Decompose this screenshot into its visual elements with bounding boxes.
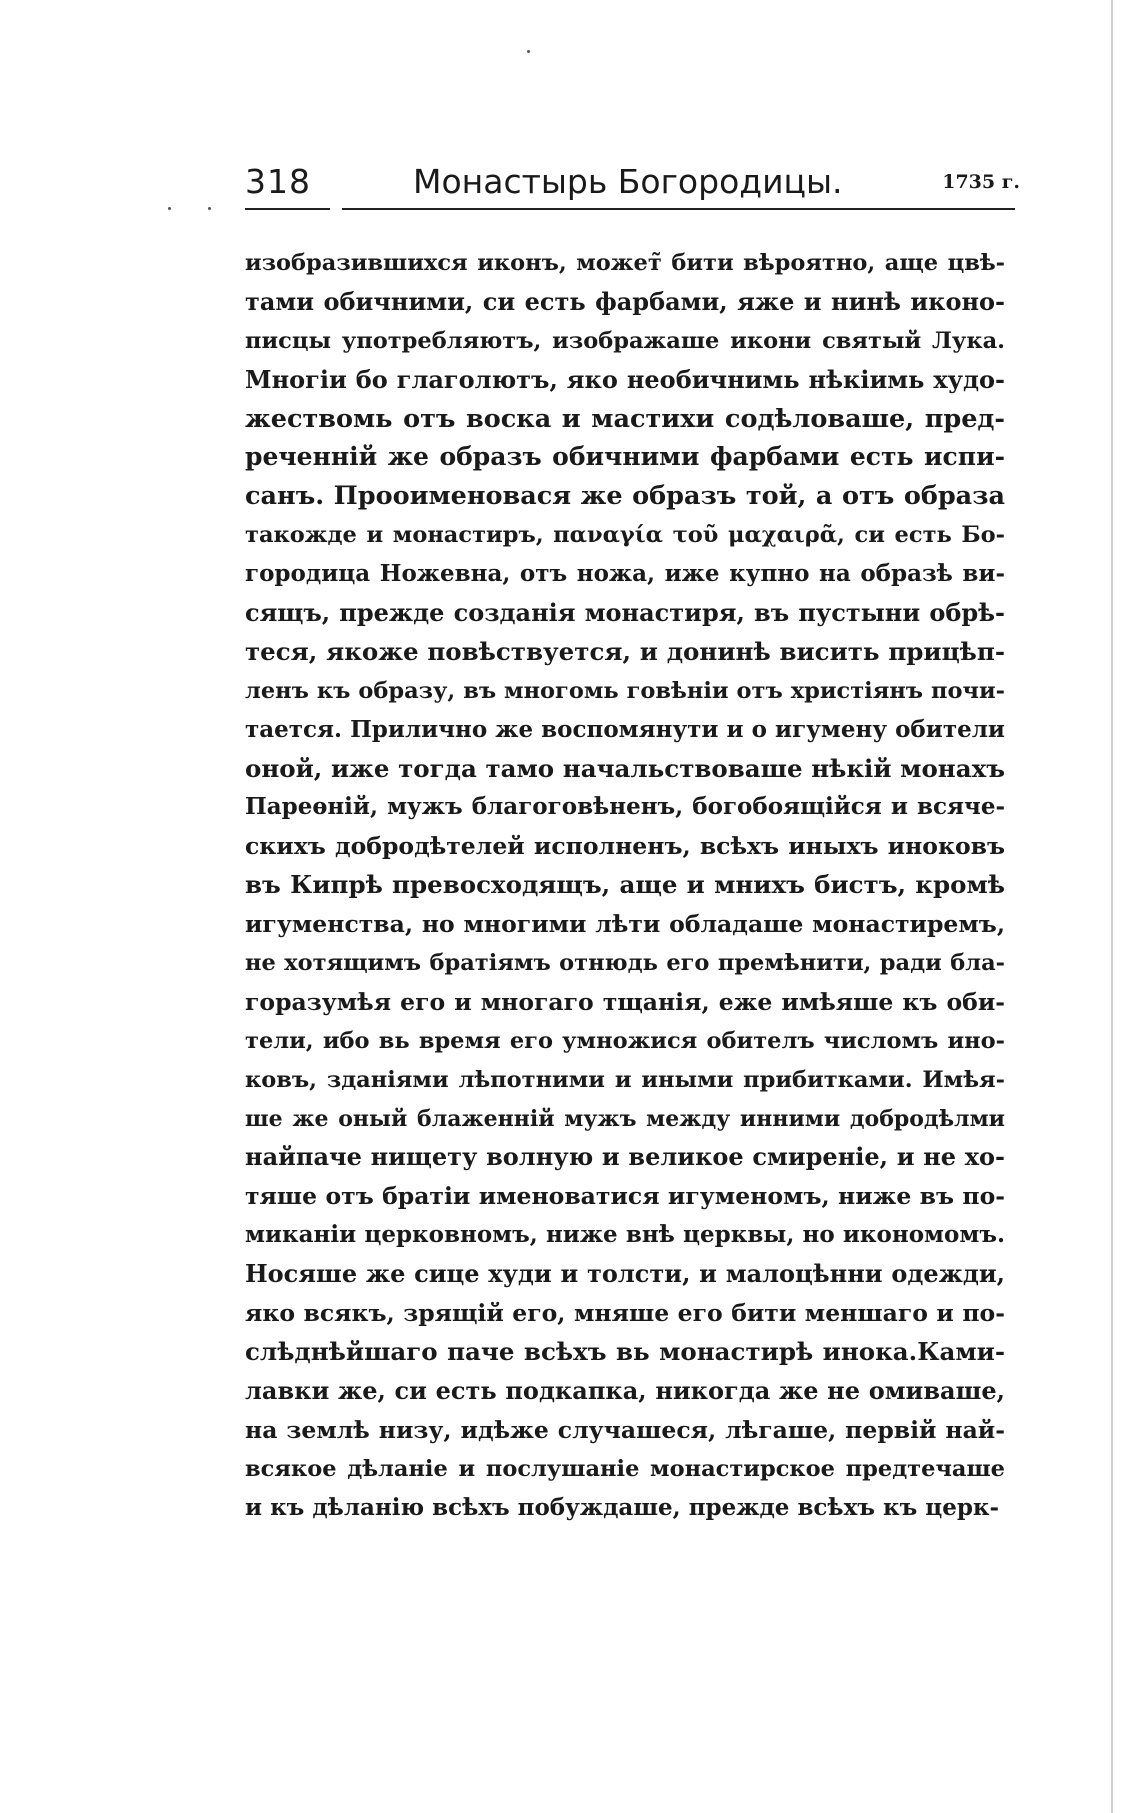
- page-header: [245, 160, 1020, 210]
- header-rule: [245, 208, 1015, 210]
- page-number: 318: [245, 162, 311, 201]
- text-line: слѣднѣйшаго паче всѣхъ вь монастирѣ инока.Ками-: [245, 1336, 1005, 1366]
- text-line: такожде и монастиръ, παναγία τοῦ μαχαιρᾶ, си есть Бо-: [245, 522, 1005, 549]
- text-line: теся, якоже повѣствуется, и донинѣ висить прицѣп-: [245, 636, 1005, 666]
- text-line: тами обичними, си есть фарбами, яже и нинѣ иконо-: [245, 286, 1005, 316]
- text-line: оной, иже тогда тамо начальствоваше нѣкій монахъ: [245, 753, 1005, 783]
- text-line: жествомь отъ воска и мастихи содѣловаше, пред-: [245, 403, 1005, 434]
- text-line: въ Кипрѣ превосходящъ, аще и мнихъ бистъ, кромѣ: [245, 870, 1005, 900]
- text-line: санъ. Прооименовася же образъ той, а отъ образа: [245, 481, 1005, 512]
- text-line: Многіи бо глаголютъ, яко необичнимь нѣкіимь худо-: [245, 364, 1005, 394]
- scan-speck: [168, 207, 171, 210]
- text-line: лавки же, си есть подкапка, никогда же не омиваше,: [245, 1375, 1005, 1405]
- text-line: Пареѳній, мужъ благоговѣненъ, богобоящійся и всяче-: [245, 793, 1005, 821]
- text-line: реченній же образъ обичними фарбами есть испи-: [245, 442, 1005, 472]
- text-line: скихъ добродѣтелей исполненъ, всѣхъ иныхъ иноковъ: [245, 832, 1005, 861]
- text-line: горазумѣя его и многаго тщанія, еже имѣяше къ оби-: [245, 987, 1005, 1016]
- text-line: Носяше же сице худи и толсти, и малоцѣнни одежди,: [245, 1259, 1005, 1289]
- text-line: миканіи церковномъ, ниже внѣ церквы, но икономомъ.: [245, 1221, 1005, 1249]
- text-line: яко всякъ, зрящій его, мняше его бити меншаго и по-: [245, 1299, 1005, 1328]
- year-label: 1735 г.: [942, 171, 1020, 193]
- running-title: Монастырь Богородицы.: [413, 162, 843, 201]
- scan-speck: [527, 50, 530, 53]
- text-line: изобразившихся иконъ, может̃ бити вѣроятно, аще цвѣ-: [245, 250, 1005, 276]
- text-line: на землѣ низу, идѣже случашеся, лѣгаше, первій най-: [245, 1415, 1005, 1444]
- text-line: городица Ножевна, отъ ножа, иже купно на образѣ ви-: [245, 560, 1005, 588]
- text-line: не хотящимъ братіямъ отнюдь его премѣнити, ради бла-: [245, 950, 1005, 977]
- text-line: тели, ибо вь время его умножися обителъ числомъ ино-: [245, 1027, 1005, 1054]
- text-line: тается. Прилично же воспомянути и о игумену обители: [245, 715, 1005, 743]
- text-line: всякое дѣланіе и послушаніе монастирское предтечаше: [245, 1455, 1005, 1482]
- scan-edge-line: [1111, 0, 1113, 1813]
- text-line: и къ дѣланію всѣхъ побуждаше, прежде всѣхъ къ церк-: [245, 1493, 1000, 1521]
- text-line: тяше отъ братіи именоватися игуменомъ, ниже въ по-: [245, 1182, 1005, 1211]
- text-line: игуменства, но многими лѣти обладаше монастиремъ,: [245, 910, 1005, 939]
- text-line: ше же оный блаженній мужъ между инними добродѣлми: [245, 1105, 1005, 1132]
- body-text: [245, 244, 1005, 1527]
- text-line: ленъ къ образу, въ многомь говѣніи отъ христіянъ почи-: [245, 677, 1005, 704]
- text-line: найпаче нищету волную и великое смиреніе, и не хо-: [245, 1142, 1005, 1172]
- text-line: писцы употребляютъ, изображаше икони святый Лука.: [245, 327, 1005, 354]
- scan-speck: [208, 207, 211, 210]
- text-line: сящъ, прежде созданія монастиря, въ пустыни обрѣ-: [245, 598, 1005, 628]
- header-rule-gap: [330, 206, 342, 212]
- text-line: ковъ, зданіями лѣпотними и иными прибитками. Имѣя-: [245, 1066, 1005, 1093]
